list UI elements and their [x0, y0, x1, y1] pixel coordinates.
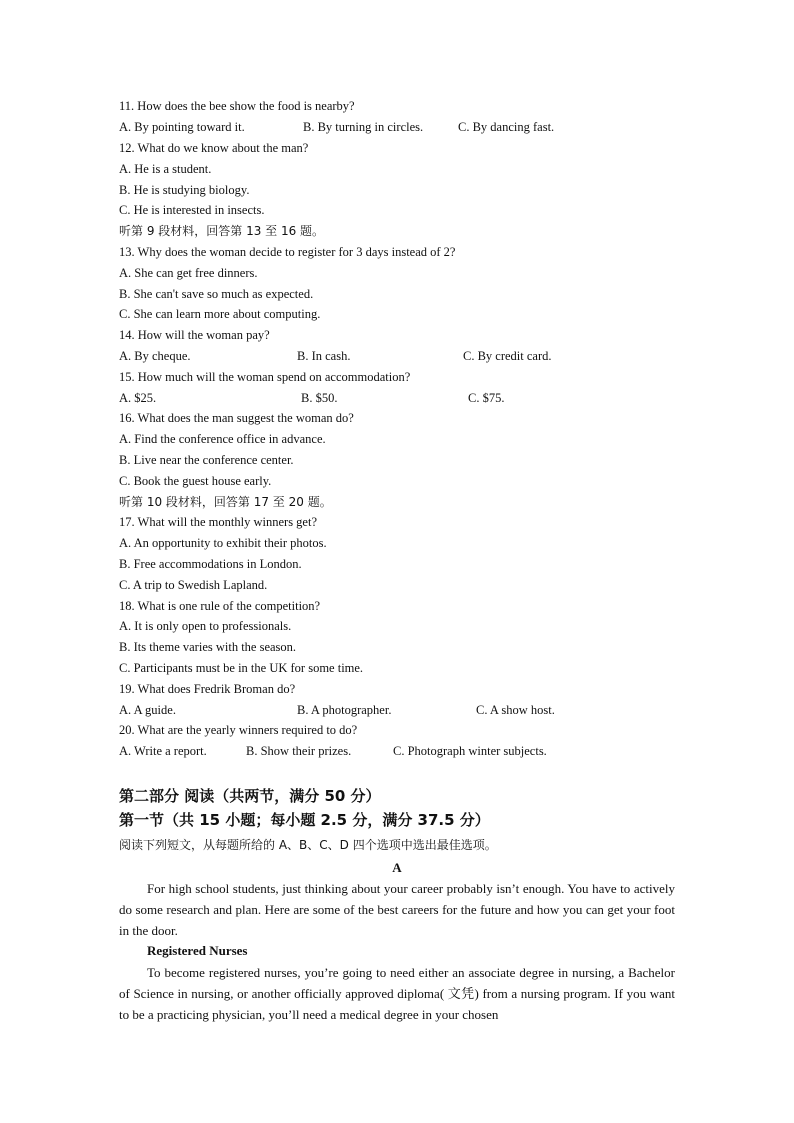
question-14-stem: 14. How will the woman pay?	[119, 328, 270, 342]
question-19-option-a: A. A guide.	[119, 703, 176, 717]
reading-section-title: 第一节（共 15 小题；每小题 2.5 分，满分 37.5 分）	[119, 811, 490, 829]
question-15-option-a: A. $25.	[119, 391, 157, 405]
passage-paragraph-1: For high school students, just thinking about your career probably isn’t enough. You have to actively do some research and plan. Here are some of the best careers for the future and how you can get your foot in the door.	[119, 881, 675, 938]
question-20-option-c: C. Photograph winter subjects.	[393, 744, 547, 758]
question-19-stem: 19. What does Fredrik Broman do?	[119, 682, 296, 696]
question-18-stem: 18. What is one rule of the competition?	[119, 599, 321, 613]
question-16-option-c: C. Book the guest house early.	[119, 474, 272, 488]
question-17-option-c: C. A trip to Swedish Lapland.	[119, 578, 268, 592]
question-11-option-b: B. By turning in circles.	[303, 120, 424, 134]
question-14-option-a: A. By cheque.	[119, 349, 191, 363]
question-14-option-b: B. In cash.	[297, 349, 351, 363]
question-17-option-b: B. Free accommodations in London.	[119, 557, 302, 571]
reading-instruction: 阅读下列短文，从每题所给的 A、B、C、D 四个选项中选出最佳选项。	[119, 838, 497, 852]
question-12-option-c: C. He is interested in insects.	[119, 203, 265, 217]
question-13-option-a: A. She can get free dinners.	[119, 266, 258, 280]
question-12-option-b: B. He is studying biology.	[119, 183, 250, 197]
section-10-instruction: 听第 10 段材料，回答第 17 至 20 题。	[119, 495, 332, 509]
question-12-stem: 12. What do we know about the man?	[119, 141, 309, 155]
section-9-instruction: 听第 9 段材料，回答第 13 至 16 题。	[119, 224, 325, 238]
question-15-option-c: C. $75.	[468, 391, 505, 405]
passage-paragraph-2: To become registered nurses, you’re going to need either an associate degree in nursing, a Bachelor of Science in nursing, or another officially approved diploma( 文凭) from a nursing program. If you want to be a practicing physician, you’ll need a medical degree in your chosen	[119, 965, 675, 1022]
question-19-option-c: C. A show host.	[476, 703, 555, 717]
passage-subheading: Registered Nurses	[147, 943, 248, 958]
question-18-option-c: C. Participants must be in the UK for some time.	[119, 661, 364, 675]
question-16-stem: 16. What does the man suggest the woman do?	[119, 411, 354, 425]
question-13-option-b: B. She can't save so much as expected.	[119, 287, 314, 301]
passage-label: A	[392, 860, 402, 875]
question-16-option-a: A. Find the conference office in advance.	[119, 432, 326, 446]
reading-part-title: 第二部分 阅读（共两节，满分 50 分）	[119, 787, 381, 805]
question-16-option-b: B. Live near the conference center.	[119, 453, 294, 467]
question-14-option-c: C. By credit card.	[463, 349, 552, 363]
question-19-option-b: B. A photographer.	[297, 703, 392, 717]
question-20-option-a: A. Write a report.	[119, 744, 207, 758]
question-13-option-c: C. She can learn more about computing.	[119, 307, 321, 321]
question-12-option-a: A. He is a student.	[119, 162, 212, 176]
question-11-option-c: C. By dancing fast.	[458, 120, 555, 134]
question-20-stem: 20. What are the yearly winners required to do?	[119, 723, 358, 737]
question-20-option-b: B. Show their prizes.	[246, 744, 352, 758]
question-11-stem: 11. How does the bee show the food is nearby?	[119, 99, 355, 113]
question-15-stem: 15. How much will the woman spend on accommodation?	[119, 370, 411, 384]
question-11-option-a: A. By pointing toward it.	[119, 120, 245, 134]
question-18-option-a: A. It is only open to professionals.	[119, 619, 292, 633]
question-17-option-a: A. An opportunity to exhibit their photos.	[119, 536, 327, 550]
question-13-stem: 13. Why does the woman decide to register for 3 days instead of 2?	[119, 245, 456, 259]
question-17-stem: 17. What will the monthly winners get?	[119, 515, 317, 529]
question-18-option-b: B. Its theme varies with the season.	[119, 640, 297, 654]
question-15-option-b: B. $50.	[301, 391, 338, 405]
